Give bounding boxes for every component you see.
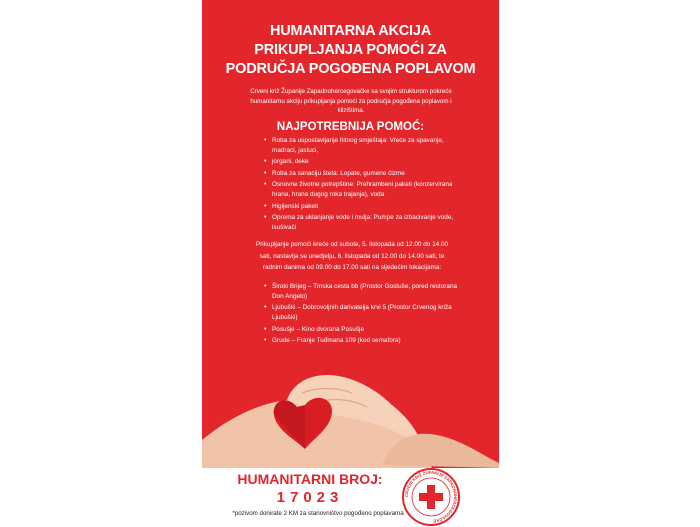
title-line: PODRUČJA POGOĐENA POPLAVOM	[225, 61, 476, 77]
list-item: • jorgani, deke	[264, 157, 464, 167]
seal-text: CRVENI KRIŽ ŽUPANIJE ZAPADNOHERCEGOVAČKE	[403, 469, 459, 524]
list-item: • Ljubuški – Dobrovoljnih darivatelja krvi 5 (Prostor Crvenog križa Ljubuški)	[264, 303, 464, 323]
list-item: • Osnovne životne potrepštine: Prehrambeni paketi (konzervirana hrana, hrana dugog roka trajanja), voda	[264, 180, 464, 200]
title-line: PRIKUPLJANJA POMOĆI ZA	[254, 42, 447, 58]
list-item: • Higijenski paketi	[264, 202, 464, 212]
poster-title	[202, 22, 499, 79]
list-item: • Roba za sanaciju šteta: Lopate, gumene čizme	[264, 169, 464, 179]
locations-list	[264, 282, 464, 348]
red-cross-seal-icon	[401, 467, 461, 527]
hands-holding-heart-illustration	[202, 345, 499, 468]
collection-text: Prikupljanje pomoći kreće od subote, 5. listopada od 12.00 do 14.00 sati, nastavlja se unedjelju, 6. listopada od 12.00 do 14.00 sati, te radnim danima od 09.00 do 17.00 sati na sljedećim lokacijama:	[255, 241, 449, 271]
list-item: • Grude – Franje Tuđmana 109 (kod semafora)	[264, 336, 464, 346]
humanitarian-number-title: HUMANITARNI BROJ:	[237, 471, 383, 487]
intro-text: Crveni križ Županije Zapadnohercegovačke sa svojim strukturom pokreće humanitarnu akciju prikupljanja pomoći za područja pogođena poplavom i klizištima.	[250, 88, 452, 114]
list-item: • Roba za uspostavljanje hitnog smještaja: Vreće za spavanje, madraci, jastuci,	[264, 136, 464, 156]
list-item: • Posušje – Kino dvorana Posušje	[264, 325, 464, 335]
needs-list	[264, 136, 464, 234]
list-item: • Široki Brijeg – Trnska cesta bb (Prostor Gostuše, pored restorana Don Angelo)	[264, 282, 464, 302]
donation-note: *pozivom donirate 2 KM za stanovništvo pogođeno poplavama	[232, 510, 404, 517]
list-item: • Oprema za uklanjanje vode i mulja: Pumpe za izbacivanje vode, isušivači	[264, 213, 464, 233]
poster	[202, 0, 499, 468]
needs-heading: NAJPOTREBNIJA POMOĆ:	[276, 121, 425, 133]
humanitarian-number: 17023	[276, 489, 344, 506]
title-line: HUMANITARNA AKCIJA	[270, 23, 431, 39]
